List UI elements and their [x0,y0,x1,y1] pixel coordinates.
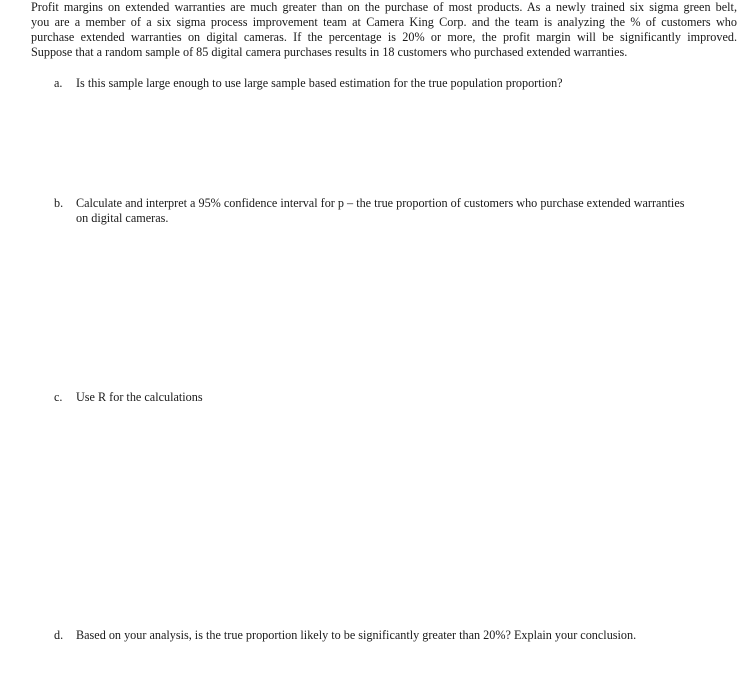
question-b-text [76,196,684,226]
question-b-text-line-2: on digital cameras. [76,211,169,225]
intro-line-3: purchase extended warranties on digital cameras. If the percentage is 20% or more, the profit margin will be significantly improved. [31,30,737,44]
question-d-marker: d. [54,628,64,642]
question-c-marker: c. [54,390,63,404]
question-a-marker: a. [54,76,63,90]
question-a-text: Is this sample large enough to use large sample based estimation for the true population proportion? [76,76,563,90]
problem-intro [31,0,737,60]
intro-line-4: Suppose that a random sample of 85 digital camera purchases results in 18 customers who purchased extended warranties. [31,45,628,59]
question-d-text: Based on your analysis, is the true proportion likely to be significantly greater than 20%? Explain your conclusion. [76,628,637,642]
question-b-text-line-1: Calculate and interpret a 95% confidence interval for p – the true proportion of customers who purchase extended warranties [76,196,685,210]
intro-line-1: Profit margins on extended warranties are much greater than on the purchase of most products. As a newly trained six sigma green belt, [31,0,737,14]
question-c-text: Use R for the calculations [76,390,203,404]
intro-line-2: you are a member of a six sigma process improvement team at Camera King Corp. and the team is analyzing the % of customers who [31,15,737,29]
question-b-marker: b. [54,196,64,210]
